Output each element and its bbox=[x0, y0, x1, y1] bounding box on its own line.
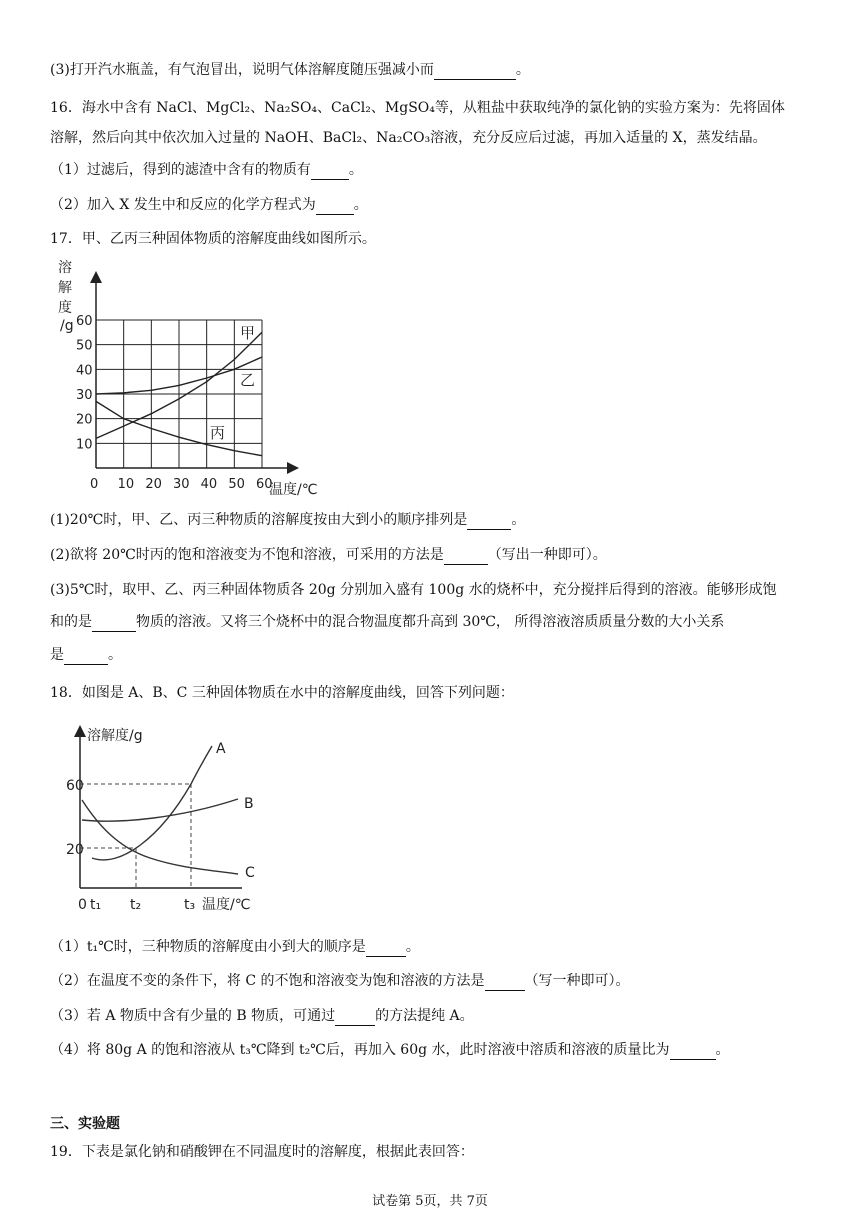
chart2-curve-a bbox=[92, 746, 212, 860]
chart1-ylabel-char2: 解 bbox=[58, 280, 72, 296]
q17-1-blank[interactable] bbox=[467, 513, 511, 530]
q15-3-end: 。 bbox=[515, 62, 530, 78]
chart2-ytick-60: 60 bbox=[66, 778, 84, 794]
q17-3-text-pre: 和的是 bbox=[50, 614, 92, 630]
chart1-ytick-10: 10 bbox=[76, 437, 93, 453]
q17-2-line bbox=[50, 545, 607, 565]
chart1-xtick-30: 30 bbox=[173, 477, 190, 492]
q18-4-end: 。 bbox=[715, 1042, 730, 1058]
q17-line: 17．甲、乙丙三种固体物质的溶解度曲线如图所示。 bbox=[50, 231, 376, 247]
q18-3-text: （3）若 A 物质中含有少量的 B 物质，可通过 bbox=[50, 1008, 336, 1024]
q18-1-end: 。 bbox=[405, 939, 420, 955]
q17-3-line-b bbox=[50, 612, 724, 632]
chart2-xlabel: 温度/℃ bbox=[202, 897, 251, 913]
q16-2-blank[interactable] bbox=[316, 198, 354, 215]
chart1-ylabel-char3: 度 bbox=[58, 300, 72, 316]
q16-1-line bbox=[50, 160, 363, 180]
chart1-xlabel: 温度/℃ bbox=[269, 482, 318, 498]
q18-4-blank[interactable] bbox=[670, 1043, 716, 1060]
chart2-xtick-t3: t₃ bbox=[184, 897, 196, 913]
chart2-xtick-t1: t₁ bbox=[90, 897, 102, 913]
chart2-curve-c bbox=[82, 800, 238, 874]
solubility-chart-1 bbox=[50, 252, 350, 502]
q17-2-text: (2)欲将 20℃时丙的饱和溶液变为不饱和溶液，可采用的方法是 bbox=[50, 547, 444, 563]
q15-3-text: (3)打开汽水瓶盖，有气泡冒出，说明气体溶解度随压强减小而 bbox=[50, 62, 434, 78]
q18-1-line bbox=[50, 937, 420, 957]
q18-4-line bbox=[50, 1040, 730, 1060]
chart2-xtick-0: 0 bbox=[78, 897, 87, 913]
q18-2-text: （2）在温度不变的条件下，将 C 的不饱和溶液变为饱和溶液的方法是 bbox=[50, 973, 485, 989]
chart1-ytick-50: 50 bbox=[76, 338, 93, 354]
q17-3c-end: 。 bbox=[108, 647, 122, 663]
chart1-xtick-40: 40 bbox=[200, 477, 218, 492]
chart1-ytick-30: 30 bbox=[76, 388, 93, 403]
q17-3-text-post: 物质的溶液。又将三个烧杯中的混合物温度都升高到 30℃， 所得溶液溶质质量分数的大小关系 bbox=[136, 614, 725, 630]
chart1-series-label-2: 乙 bbox=[240, 371, 256, 389]
q18-1-blank[interactable] bbox=[366, 940, 406, 957]
chart2-ytick-20: 20 bbox=[66, 842, 84, 858]
chart2-ylabel: 溶解度/g bbox=[87, 728, 143, 744]
chart1-grid bbox=[96, 320, 262, 468]
chart1-xtick-0: 0 bbox=[90, 477, 99, 492]
q18-3-end: 的方法提纯 A。 bbox=[375, 1008, 474, 1024]
q17-3-line-c bbox=[50, 645, 122, 665]
chart1-xtick-60: 60 bbox=[256, 477, 273, 492]
chart2-label-b: B bbox=[244, 796, 254, 812]
page-footer: 试卷第 5页，共 7页 bbox=[372, 1194, 488, 1209]
q16-1-blank[interactable] bbox=[311, 163, 349, 180]
q18-3-blank[interactable] bbox=[335, 1009, 375, 1026]
q16-1-end: 。 bbox=[348, 162, 363, 178]
q15-3-blank[interactable] bbox=[434, 63, 516, 80]
chart1-ytick-60: 60 bbox=[76, 314, 93, 329]
q18-line: 18．如图是 A、B、C 三种固体物质在水中的溶解度曲线，回答下列问题： bbox=[50, 685, 514, 701]
section-3-heading: 三、实验题 bbox=[50, 1116, 120, 1132]
solubility-chart-2 bbox=[60, 718, 300, 918]
chart1-series-label-3: 丙 bbox=[210, 424, 226, 442]
q16-2-end: 。 bbox=[353, 197, 368, 213]
q17-2-end: （写出一种即可）。 bbox=[487, 547, 607, 563]
q18-1-text: （1）t₁℃时，三种物质的溶解度由小到大的顺序是 bbox=[50, 939, 366, 955]
q16-line-b: 溶解，然后向其中依次加入过量的 NaOH、BaCl₂、Na₂CO₃溶液，充分反应后过滤，再加入适量的 X，蒸发结晶。 bbox=[50, 130, 767, 146]
q17-3-blank-2[interactable] bbox=[64, 648, 108, 665]
q17-1-line bbox=[50, 510, 525, 530]
chart1-xtick-10: 10 bbox=[117, 477, 135, 492]
chart1-ytick-20: 20 bbox=[76, 412, 93, 428]
q18-2-blank[interactable] bbox=[485, 974, 525, 991]
q18-2-line bbox=[50, 971, 630, 991]
q16-line-a: 16．海水中含有 NaCl、MgCl₂、Na₂SO₄、CaCl₂、MgSO₄等，从粗盐中获取纯净的氯化钠的实验方案为：先将固体 bbox=[50, 100, 785, 116]
q16-2-line bbox=[50, 195, 368, 215]
chart2-xtick-t2: t₂ bbox=[130, 897, 142, 913]
q18-4-text: （4）将 80g A 的饱和溶液从 t₃℃降到 t₂℃后，再加入 60g 水，此时溶液中溶质和溶液的质量比为 bbox=[50, 1042, 670, 1058]
chart1-series-label-1: 甲 bbox=[240, 324, 256, 342]
q17-2-blank[interactable] bbox=[444, 548, 488, 565]
q18-2-end: （写一种即可）。 bbox=[524, 973, 630, 989]
chart1-xtick-20: 20 bbox=[145, 477, 162, 492]
q17-1-text: (1)20℃时，甲、乙、丙三种物质的溶解度按由大到小的顺序排列是 bbox=[50, 512, 468, 528]
q16-2-text: （2）加入 X 发生中和反应的化学方程式为 bbox=[50, 197, 316, 213]
q16-1-text: （1）过滤后，得到的滤渣中含有的物质有 bbox=[50, 162, 311, 178]
q17-3c-text: 是 bbox=[50, 647, 64, 663]
chart1-ylabel-char1: 溶 bbox=[58, 260, 72, 276]
q17-1-end: 。 bbox=[511, 512, 526, 528]
q17-3-blank-1[interactable] bbox=[92, 615, 136, 632]
q15-3-line bbox=[50, 60, 530, 80]
chart1-ylabel-char4: /g bbox=[60, 318, 74, 334]
q19-line: 19．下表是氯化钠和硝酸钾在不同温度时的溶解度，根据此表回答： bbox=[50, 1144, 474, 1160]
q18-3-line bbox=[50, 1006, 474, 1026]
q17-3-line-a: (3)5℃时，取甲、乙、丙三种固体物质各 20g 分别加入盛有 100g 水的烧杯中，充分搅拌后得到的溶液。能够形成饱 bbox=[50, 582, 777, 598]
chart2-label-c: C bbox=[245, 865, 255, 881]
chart2-curve-b bbox=[82, 799, 238, 821]
chart1-ytick-40: 40 bbox=[76, 363, 93, 379]
chart1-xtick-50: 50 bbox=[228, 477, 245, 492]
chart2-label-a: A bbox=[216, 741, 226, 757]
